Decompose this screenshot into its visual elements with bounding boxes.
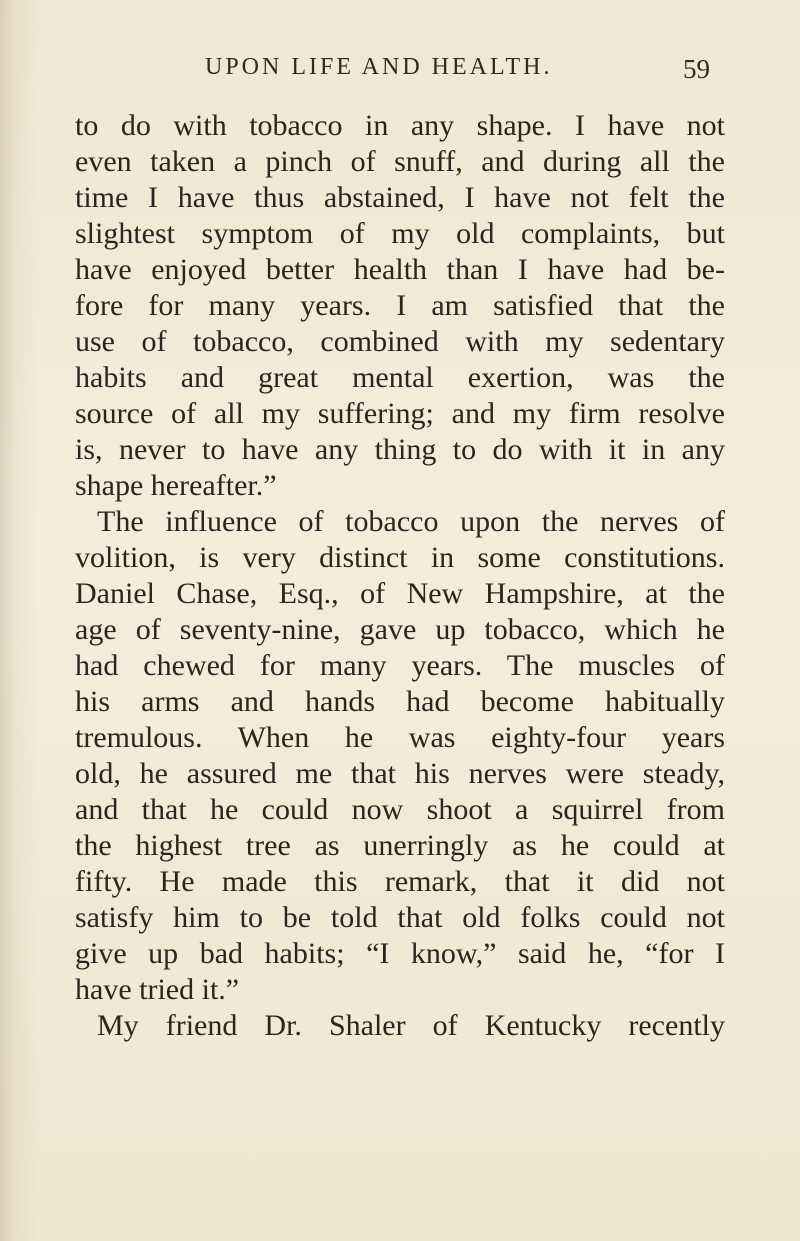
text-line: slightest symptom of my old complaints, but xyxy=(75,217,725,250)
text-line: the highest tree as unerringly as he could at xyxy=(75,829,725,862)
text-line: My friend Dr. Shaler of Kentucky recently xyxy=(97,1009,725,1042)
text-line: to do with tobacco in any shape. I have not xyxy=(75,109,725,142)
text-line: time I have thus abstained, I have not felt the xyxy=(75,181,725,214)
text-line: give up bad habits; “I know,” said he, “for I xyxy=(75,937,725,970)
text-line: fifty. He made this remark, that it did not xyxy=(75,865,725,898)
text-line: volition, is very distinct in some constitutions. xyxy=(75,541,725,574)
text-line: had chewed for many years. The muscles of xyxy=(75,649,725,682)
page-number: 59 xyxy=(683,54,710,84)
text-line: his arms and hands had become habitually xyxy=(75,685,725,718)
text-line: age of seventy-nine, gave up tobacco, which he xyxy=(75,613,725,646)
text-line: is, never to have any thing to do with it in any xyxy=(75,433,725,466)
text-line: source of all my suffering; and my firm resolve xyxy=(75,397,725,430)
text-line: Daniel Chase, Esq., of New Hampshire, at the xyxy=(75,577,725,610)
text-line: satisfy him to be told that old folks could not xyxy=(75,901,725,934)
text-line: tremulous. When he was eighty-four years xyxy=(75,721,725,754)
text-line: habits and great mental exertion, was the xyxy=(75,361,725,394)
body-text xyxy=(75,108,725,1044)
page-header xyxy=(0,54,800,88)
text-line: even taken a pinch of snuff, and during all the xyxy=(75,145,725,178)
text-line: have enjoyed better health than I have had be- xyxy=(75,253,725,286)
text-line: shape hereafter.” xyxy=(75,469,277,502)
text-line: use of tobacco, combined with my sedentary xyxy=(75,325,725,358)
text-line: have tried it.” xyxy=(75,973,240,1006)
running-head: UPON LIFE AND HEALTH. xyxy=(205,54,553,80)
text-line: The influence of tobacco upon the nerves of xyxy=(97,505,725,538)
text-line: old, he assured me that his nerves were steady, xyxy=(75,757,725,790)
text-line: and that he could now shoot a squirrel from xyxy=(75,793,725,826)
text-line: fore for many years. I am satisfied that the xyxy=(75,289,725,322)
